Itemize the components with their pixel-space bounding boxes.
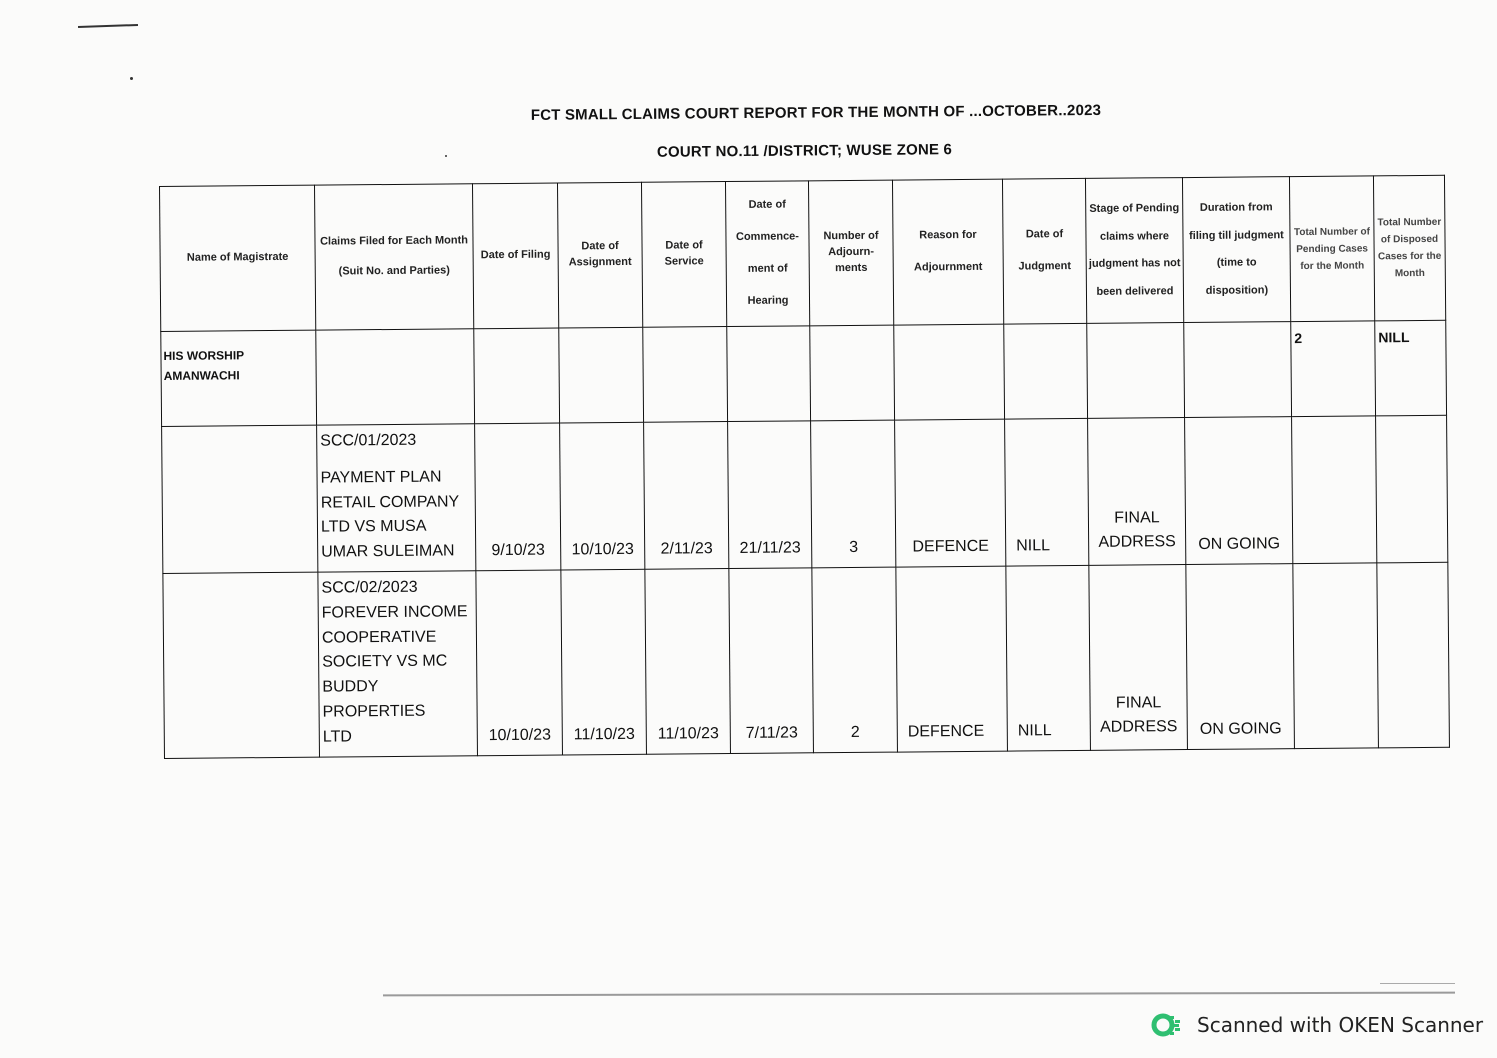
stage-line: FINAL: [1115, 693, 1162, 712]
party-line: SOCIETY VS MC: [322, 652, 448, 671]
scanner-watermark: [1151, 1011, 1483, 1039]
party-line: LTD: [322, 728, 352, 746]
disposed-total-value: NILL: [1375, 320, 1447, 416]
header-claims-sub: (Suit No. and Parties): [338, 264, 450, 278]
stage-line: FINAL: [1114, 509, 1160, 527]
stage-line: ADDRESS: [1099, 717, 1178, 736]
header-claims: [314, 184, 473, 330]
report-subtitle: COURT NO.11 /DISTRICT; WUSE ZONE 6: [656, 141, 953, 161]
suit-number: SCC/02/2023: [321, 578, 418, 597]
scan-edge-line: [383, 992, 1455, 997]
stage-cell: [1088, 418, 1186, 566]
header-claims-title: Claims Filed for Each Month: [319, 234, 468, 248]
stray-dot: [130, 77, 133, 80]
header-pending-total: Total Number of Pending Cases for the Month: [1289, 176, 1374, 322]
scanner-text: Scanned with OKEN Scanner: [1197, 1013, 1484, 1037]
report-table: [159, 175, 1450, 759]
party-line: LTD VS MUSA: [320, 518, 427, 536]
claim-cell: [318, 571, 478, 757]
date-service-cell: 11/10/23: [645, 569, 731, 754]
report-table-sheet: [159, 175, 1449, 759]
table-row: [162, 415, 1448, 573]
magistrate-name: AMANWACHI: [163, 368, 240, 384]
reason-cell: DEFENCE: [895, 419, 1006, 567]
header-stage: Stage of Pending claims where judgment has not been delivered: [1085, 178, 1183, 324]
date-assignment-cell: 11/10/23: [561, 569, 647, 754]
commencement-cell: 21/11/23: [728, 421, 812, 569]
oken-scanner-logo-icon: [1151, 1011, 1183, 1039]
date-filing-cell: 9/10/23: [475, 423, 561, 571]
date-service-cell: 2/11/23: [644, 422, 729, 570]
adjournments-cell: 3: [811, 420, 896, 568]
header-date-service: Date of Service: [641, 182, 726, 328]
party-line: UMAR SULEIMAN: [321, 542, 455, 561]
reason-cell: DEFENCE: [896, 566, 1008, 752]
suit-number: SCC/01/2023: [320, 431, 417, 450]
judgment-cell: NILL: [1006, 565, 1091, 750]
party-line: RETAIL COMPANY: [320, 492, 460, 512]
stage-cell: [1089, 565, 1188, 750]
magistrate-row: [161, 320, 1447, 426]
party-line: PAYMENT PLAN: [320, 468, 442, 487]
report-title: FCT SMALL CLAIMS COURT REPORT FOR THE MONTH OF ...OCTOBER..2023: [530, 101, 1102, 124]
header-row: [160, 175, 1446, 331]
table-row: [163, 562, 1450, 758]
party-line: FOREVER INCOME: [321, 603, 468, 622]
commencement-cell: 7/11/23: [729, 568, 814, 753]
header-duration: Duration from filing till judgment (time to disposition): [1182, 177, 1290, 323]
magistrate-title: HIS WORSHIP: [163, 348, 245, 363]
date-filing-cell: 10/10/23: [476, 570, 563, 755]
duration-cell: ON GOING: [1186, 564, 1295, 750]
adjournments-cell: 2: [812, 567, 898, 752]
header-date-assignment: Date of Assignment: [557, 182, 642, 328]
judgment-cell: NILL: [1005, 418, 1089, 566]
header-disposed-total: Total Number of Disposed Cases for the Month: [1373, 175, 1445, 321]
pen-mark: [78, 24, 138, 28]
header-date-filing: Date of Filing: [472, 183, 558, 329]
header-reason: Reason for Adjournment: [892, 179, 1003, 325]
header-judgment: Date of Judgment: [1002, 178, 1086, 324]
header-adjournments: Number of Adjourn- ments: [808, 180, 893, 326]
claim-cell: [317, 424, 476, 572]
scan-edge-line: [1380, 983, 1455, 984]
pending-total-value: 2: [1291, 321, 1376, 417]
header-magistrate: Name of Magistrate: [160, 185, 316, 331]
header-commencement: Date of Commence- ment of Hearing: [725, 181, 809, 327]
party-line: BUDDY PROPERTIES: [322, 678, 426, 721]
party-line: COOPERATIVE: [321, 628, 437, 647]
stage-line: ADDRESS: [1098, 533, 1176, 551]
magistrate-name-cell: [161, 330, 317, 426]
duration-cell: ON GOING: [1185, 417, 1293, 565]
date-assignment-cell: 10/10/23: [560, 422, 645, 570]
